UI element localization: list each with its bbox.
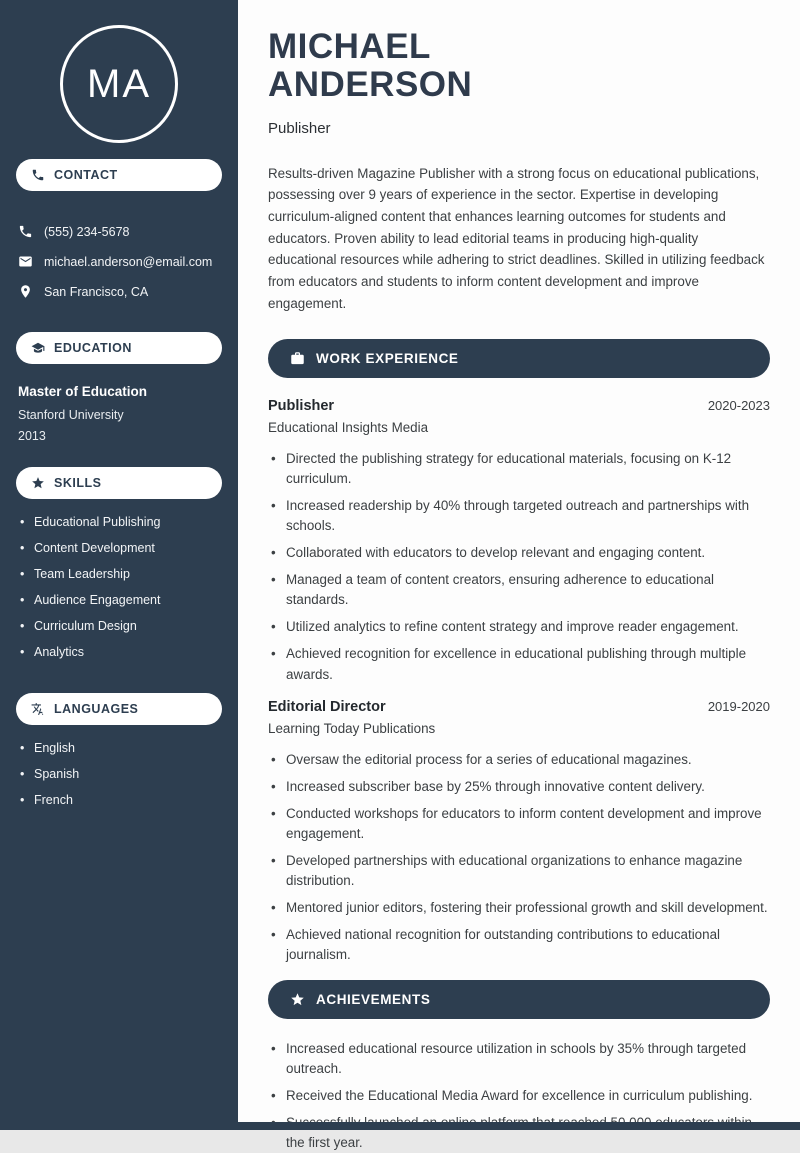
education-section-title: EDUCATION — [54, 341, 132, 355]
job-title-subtitle: Publisher — [268, 119, 331, 137]
contact-email-row — [18, 254, 220, 269]
work-experience-section-title: WORK EXPERIENCE — [316, 350, 459, 366]
phone-icon — [31, 168, 45, 182]
languages-section-title: LANGUAGES — [54, 702, 139, 716]
job-bullet-item: • Managed a team of content creators, ensuring adherence to educational standards. — [271, 570, 770, 610]
name-first-line: MICHAEL — [268, 27, 431, 66]
page-bottom-bar — [0, 1122, 800, 1130]
education-degree: Master of Education — [18, 384, 148, 399]
achievements-section-title: ACHIEVEMENTS — [316, 991, 431, 1007]
email-icon — [18, 254, 33, 269]
contact-phone-row — [18, 224, 220, 239]
job-entry — [268, 398, 770, 685]
contact-section-pill — [16, 159, 222, 191]
skill-item: • Analytics — [20, 645, 220, 659]
skill-item: • Content Development — [20, 541, 220, 555]
graduation-cap-icon — [31, 341, 45, 355]
job-header — [268, 398, 770, 414]
work-experience-section-pill — [268, 339, 770, 378]
job-bullet-item: • Collaborated with educators to develop relevant and engaging content. — [271, 543, 770, 563]
skill-item: • Educational Publishing — [20, 515, 220, 529]
language-item: • Spanish — [20, 767, 220, 781]
job-bullet-item: • Increased subscriber base by 25% through innovative content delivery. — [271, 777, 770, 797]
job-bullet-item: • Increased readership by 40% through targeted outreach and partnerships with schools. — [271, 496, 770, 536]
job-bullet-item: • Achieved national recognition for outstanding contributions to educational journalism. — [271, 925, 770, 965]
briefcase-icon — [290, 351, 305, 366]
achievements-section-pill — [268, 980, 770, 1019]
job-entry — [268, 699, 770, 966]
job-bullet-item: • Achieved recognition for excellence in educational publishing through multiple awards. — [271, 644, 770, 684]
main-content — [238, 0, 800, 1151]
language-item: • English — [20, 741, 220, 755]
job-bullet-item: • Oversaw the editorial process for a series of educational magazines. — [271, 750, 770, 770]
contact-email-value: michael.anderson@email.com — [44, 254, 213, 269]
sidebar — [0, 0, 238, 1130]
skills-list — [0, 511, 238, 679]
education-block — [0, 376, 238, 453]
contact-phone-value: (555) 234-5678 — [44, 224, 130, 239]
translate-icon — [31, 702, 45, 716]
job-bullet-item: • Conducted workshops for educators to inform content development and improve engagement. — [271, 804, 770, 844]
location-pin-icon — [18, 284, 33, 299]
languages-list — [0, 737, 238, 827]
avatar — [60, 25, 178, 143]
phone-icon — [18, 224, 33, 239]
contact-section-title: CONTACT — [54, 168, 118, 182]
job-bullet-item: • Developed partnerships with educational organizations to enhance magazine distribution. — [271, 851, 770, 891]
education-section-pill — [16, 332, 222, 364]
skill-item: • Curriculum Design — [20, 619, 220, 633]
contact-location-value: San Francisco, CA — [44, 284, 149, 299]
star-icon — [290, 992, 305, 1007]
achievements-list — [268, 1039, 770, 1153]
job-role: Editorial Director — [268, 698, 386, 715]
language-item: • French — [20, 793, 220, 807]
job-role: Publisher — [268, 397, 335, 414]
achievement-bullet-item: • Received the Educational Media Award for excellence in curriculum publishing. — [271, 1086, 770, 1106]
job-dates: 2020-2023 — [707, 397, 770, 413]
jobs-list — [268, 398, 770, 966]
skills-section-title: SKILLS — [54, 476, 102, 490]
job-company: Learning Today Publications — [268, 720, 436, 736]
job-bullets-list — [268, 449, 770, 685]
name-second-line: ANDERSON — [268, 64, 473, 104]
skill-item: • Team Leadership — [20, 567, 220, 581]
avatar-initials: MA — [87, 61, 151, 106]
job-bullet-item: • Directed the publishing strategy for educational materials, focusing on K-12 curriculum. — [271, 449, 770, 489]
star-icon — [31, 476, 45, 490]
contact-location-row — [18, 284, 220, 299]
education-school: Stanford University — [18, 408, 124, 422]
job-bullet-item: • Mentored junior editors, fostering their professional growth and skill development. — [271, 898, 770, 918]
skills-section-pill — [16, 467, 222, 499]
job-header — [268, 699, 770, 715]
languages-section-pill — [16, 693, 222, 725]
summary-text: Results-driven Magazine Publisher with a strong focus on educational publications, possessing over 9 years of experience in the sector. Expertise in developing curriculum-aligned content that enhances learning outcomes for students and educators. Proven ability to lead editorial teams in producing high-quality educational resources while adhering to strict deadlines. Skilled in utilizing feedback from educators and students to inform content development and improve engagement. — [268, 165, 765, 311]
contact-list — [0, 203, 238, 318]
job-bullets-list — [268, 750, 770, 966]
achievement-bullet-item: • the first year. — [271, 1113, 770, 1153]
job-company: Educational Insights Media — [268, 419, 429, 435]
job-bullet-item: • Utilized analytics to refine content strategy and improve reader engagement. — [271, 617, 770, 637]
job-dates: 2019-2020 — [707, 698, 770, 714]
page-title — [268, 28, 770, 104]
achievement-bullet-item: • Increased educational resource utilization in schools by 35% through targeted outreach. — [271, 1039, 770, 1079]
education-year: 2013 — [18, 429, 46, 443]
skill-item: • Audience Engagement — [20, 593, 220, 607]
